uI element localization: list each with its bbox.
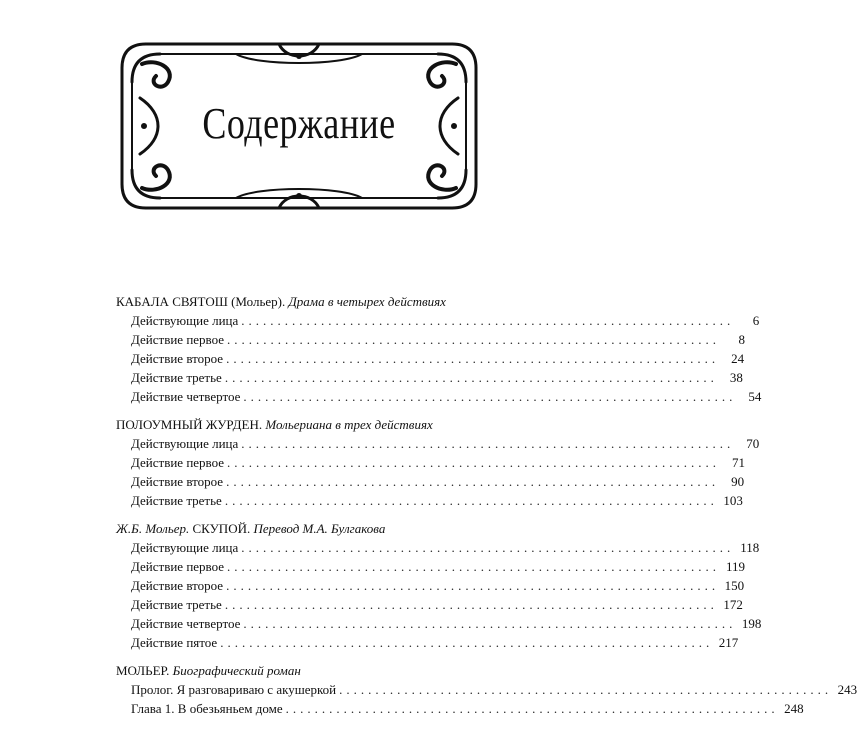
toc-entry[interactable]: Действие второе .................................................................... 150 (131, 578, 745, 593)
toc-entry[interactable]: Пролог. Я разговариваю с акушеркой .................................................................... 243 (131, 682, 857, 697)
page-number: 70 (746, 436, 760, 451)
toc-entry[interactable]: Действие третье .................................................................... 172 (131, 597, 743, 612)
page-number: 103 (723, 493, 743, 508)
page-number: 6 (752, 313, 760, 328)
leader-dots: .................................................................... (224, 493, 718, 508)
toc-entry[interactable]: Действие первое .................................................................... 119 (131, 559, 746, 574)
toc-entry[interactable]: Действие первое .................................................................... 71 (131, 455, 746, 470)
section-heading: МОЛЬЕР. Биографический роман (116, 663, 301, 678)
leader-dots: .................................................................... (339, 682, 833, 697)
leader-dots: .................................................................... (220, 635, 714, 650)
leader-dots: .................................................................... (241, 540, 735, 555)
toc-section-3 (116, 519, 762, 652)
page-number: 24 (731, 351, 745, 366)
leader-dots: .................................................................... (226, 351, 720, 366)
section-heading: ПОЛОУМНЫЙ ЖУРДЕН. Мольериана в трех действиях (116, 417, 433, 432)
toc-entry[interactable]: Глава 1. В обезьяньем доме .................................................................... 248 (131, 701, 804, 716)
ornamental-title-frame (116, 38, 482, 214)
toc-entry[interactable]: Действие третье .................................................................... 103 (131, 493, 743, 508)
toc-section-4 (116, 661, 857, 718)
page-number: 248 (784, 701, 804, 716)
leader-dots: .................................................................... (227, 455, 721, 470)
toc-entry[interactable]: Действие четвертое .................................................................... 54 (131, 389, 762, 404)
page-number: 8 (738, 332, 746, 347)
leader-dots: .................................................................... (224, 370, 718, 385)
page-number: 172 (723, 597, 743, 612)
page-number: 119 (726, 559, 746, 574)
page-number: 243 (837, 682, 857, 697)
toc-entry[interactable]: Действие первое .................................................................... 8 (131, 332, 746, 347)
page-number: 90 (731, 474, 745, 489)
toc-entry[interactable]: Действие четвертое .................................................................... 198 (131, 616, 762, 631)
leader-dots: .................................................................... (243, 389, 737, 404)
toc-entry[interactable]: Действие второе .................................................................... 90 (131, 474, 745, 489)
leader-dots: .................................................................... (243, 616, 737, 631)
page-number: 217 (718, 635, 739, 650)
leader-dots: .................................................................... (241, 436, 735, 451)
toc-section-2 (116, 415, 760, 510)
leader-dots: .................................................................... (227, 559, 721, 574)
leader-dots: .................................................................... (226, 474, 720, 489)
section-heading: Ж.Б. Мольер. СКУПОЙ. Перевод М.А. Булгакова (116, 521, 386, 536)
page-number: 118 (740, 540, 760, 555)
page-number: 54 (748, 389, 762, 404)
table-of-contents (116, 292, 857, 727)
page-number: 71 (732, 455, 746, 470)
section-heading: КАБАЛА СВЯТОШ (Мольер). Драма в четырех действиях (116, 294, 446, 309)
toc-entry[interactable]: Действующие лица .................................................................... 118 (131, 540, 760, 555)
toc-entry[interactable]: Действие третье .................................................................... 38 (131, 370, 743, 385)
leader-dots: .................................................................... (227, 332, 721, 347)
toc-section-1 (116, 292, 762, 406)
leader-dots: .................................................................... (241, 313, 735, 328)
page-number: 150 (724, 578, 745, 593)
toc-entry[interactable]: Действие пятое .................................................................... 217 (131, 635, 739, 650)
toc-entry[interactable]: Действующие лица .................................................................... 70 (131, 436, 760, 451)
page-title: Содержание (202, 99, 396, 148)
leader-dots: .................................................................... (285, 701, 779, 716)
page-number: 198 (741, 616, 762, 631)
toc-entry[interactable]: Действие второе .................................................................... 24 (131, 351, 745, 366)
page-number: 38 (729, 370, 743, 385)
toc-entry[interactable]: Действующие лица .................................................................... 6 (131, 313, 760, 328)
leader-dots: .................................................................... (226, 578, 720, 593)
leader-dots: .................................................................... (224, 597, 718, 612)
